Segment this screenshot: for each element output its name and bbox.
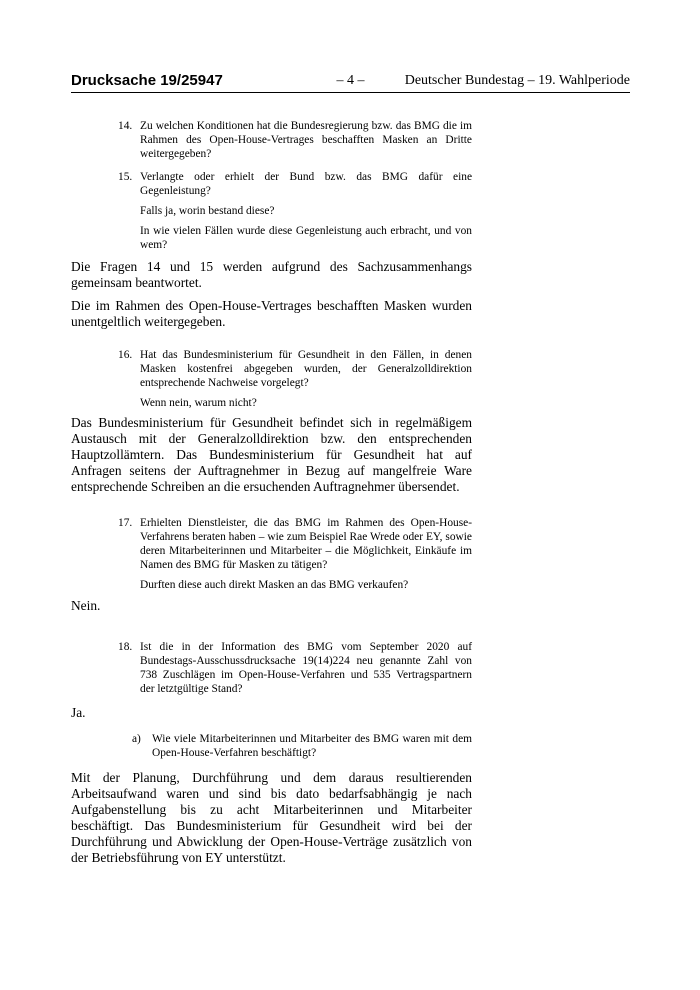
document-number: Drucksache 19/25947 — [71, 72, 223, 89]
question-number: 14. — [118, 120, 133, 132]
question-text: Verlangte oder erhielt der Bund bzw. das BMG dafür eine Gegenleistung? — [140, 171, 472, 197]
page-number: – 4 – — [336, 73, 365, 88]
question-16 — [71, 348, 472, 416]
document-source: Deutscher Bundestag – 19. Wahlperiode — [404, 73, 630, 88]
question-text: Erhielten Dienstleister, die das BMG im Rahmen des Open-House-Verfahrens beraten haben – wie zum Beispiel Rae Wrede oder EY, sowie deren Mitarbeiterinnen und Mitarbeiter – die Möglichkeit, Einkäufe im Namen des BMG für Masken zu tätigen? — [140, 517, 472, 571]
answer-paragraph: Die im Rahmen des Open-House-Vertrages beschafften Masken wurden unentgeltlich weitergegeben. — [71, 298, 472, 329]
answer-paragraph: Die Fragen 14 und 15 werden aufgrund des Sachzusammenhangs gemeinsam beantwortet. — [71, 259, 472, 290]
answer-18 — [71, 705, 472, 728]
question-number: 18. — [118, 641, 133, 653]
question-number: 17. — [118, 517, 133, 529]
question-text: Hat das Bundesministerium für Gesundheit in den Fällen, in denen Masken kostenfrei abgegeben wurden, der Generalzolldirektion entsprechende Nachweise vorgelegt? — [140, 349, 472, 389]
question-text: Zu welchen Konditionen hat die Bundesregierung bzw. das BMG die im Rahmen des Open-House-Vertrages beschafften Masken an Dritte weitergegeben? — [140, 120, 472, 160]
header-rule — [71, 92, 630, 93]
question-text: Wie viele Mitarbeiterinnen und Mitarbeiter des BMG waren mit dem Open-House-Verfahren beschäftigt? — [152, 733, 472, 759]
answer-16 — [71, 415, 472, 502]
question-number: 15. — [118, 171, 133, 183]
question-text: In wie vielen Fällen wurde diese Gegenleistung auch erbracht, und von wem? — [140, 225, 472, 251]
answer-paragraph: Das Bundesministerium für Gesundheit befindet sich in regelmäßigem Austausch mit der Generalzolldirektion bzw. den entsprechenden Hauptzollämtern. Das Bundesministerium für Gesundheit hat auf Anfragen seitens der Auftragnehmer in Bezug auf mangelfreie Ware entsprechende Schreiben an die ersuchenden Auftragnehmer übersendet. — [71, 415, 472, 494]
page-header — [71, 70, 630, 92]
answer-paragraph: Nein. — [71, 598, 101, 613]
answer-paragraph: Mit der Planung, Durchführung und dem daraus resultierenden Arbeitsaufwand waren und sind bis dato bedarfsabhängig je nach Aufgabenstellung bis zu acht Mitarbeiterinnen und Mitarbeiter beschäftigt. Das Bundesministerium für Gesundheit wird bei der Durchführung und Abwicklung der Open-House-Verträge zusätzlich von der Betriebsführung von EY unterstützt. — [71, 770, 472, 865]
answer-14-15 — [71, 259, 472, 337]
question-text: Ist die in der Information des BMG vom September 2020 auf Bundestags-Ausschussdrucksache 19(14)224 neu genannte Zahl von 738 Zuschlägen im Open-House-Verfahren und 535 Vertragspartnern der letztgültige Stand? — [140, 641, 472, 695]
question-text: Durften diese auch direkt Masken an das BMG verkaufen? — [140, 579, 409, 591]
question-text: Wenn nein, warum nicht? — [140, 397, 257, 409]
question-15 — [71, 170, 472, 258]
question-14 — [71, 119, 472, 167]
answer-17 — [71, 598, 472, 621]
question-text: Falls ja, worin bestand diese? — [140, 205, 275, 217]
question-18a — [71, 732, 472, 766]
answer-paragraph: Ja. — [71, 705, 86, 720]
question-17 — [71, 516, 472, 598]
question-number: 16. — [118, 349, 133, 361]
question-18 — [71, 640, 472, 702]
answer-18a — [71, 770, 472, 873]
question-number: a) — [132, 733, 141, 745]
